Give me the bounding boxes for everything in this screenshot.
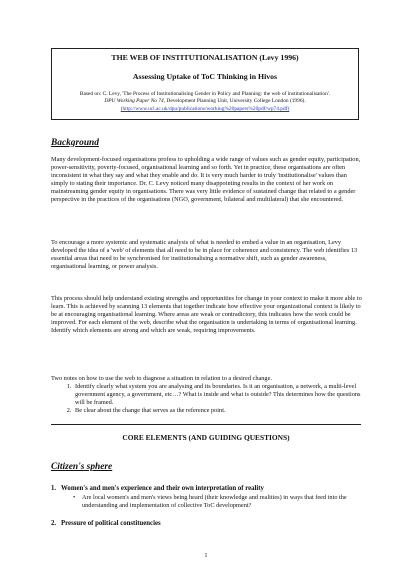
core-item-1 <box>51 484 363 493</box>
paragraph-text: Many development-focused organisations profess to upholding a wide range of values such as gender equity, participation, power-sensitivity, poverty-focused, organisational learning and so forth. Yet in practice, these organisations are often inconsistent in what they say and what they enable and do. It is very much harder to truly 'institutionalise' values than simply to stating their importance. Dr. C. Levy noticed many disappointing results in the context of her work on mainstreaming gender equity in organisations. There was very little evidence of sustained change that related to a gender perspective in the practices of the organisations (NGO, government, bilateral and multilateral) that she encountered. <box>51 156 361 203</box>
item-title: Pressure of political constituencies <box>61 520 161 527</box>
item-title: Women's and men's experience and their own interpretation of reality <box>61 485 264 492</box>
background-heading: Background <box>51 138 99 148</box>
document-title: THE WEB OF INSTITUTIONALISATION (Levy 1996) <box>111 53 299 62</box>
howto-item: 2. Be clear about the change that serves as the reference point. <box>73 407 363 415</box>
core-elements-title: CORE ELEMENTS (AND GUIDING QUESTIONS) <box>122 433 290 442</box>
item-number: 2. <box>51 520 57 527</box>
question-text: Are local women's and men's views being heard (their knowledge and realities) in ways that feed into the understanding and implementation of collective ToC development? <box>82 494 347 509</box>
divider-line <box>51 424 361 425</box>
document-subtitle: Assessing Uptake of ToC Thinking in Hivos <box>132 72 278 81</box>
citation-publisher: Development Planning Unit, University College London (1996). <box>165 98 306 105</box>
citation-working-paper: DPU Working Paper No 74, <box>104 98 166 105</box>
paragraph-text: To encourage a more systemic and systematic analysis of what is needed to embed a value in an organisation, Levy developed the idea of a 'web' of elements that all need to be in place for coherence and consistency. The web identifies 13 essential areas that need to be synchronised for institutionalising a normative shift, such as gender awareness, organisational learning, or power analysis. <box>51 239 358 270</box>
item-number: 1. <box>51 485 57 492</box>
core-item-1-question <box>73 494 363 510</box>
howto-section <box>51 375 363 415</box>
page-number: 1 <box>204 552 208 559</box>
background-paragraph-3 <box>51 295 363 335</box>
title-box <box>51 48 359 120</box>
citation <box>52 91 358 113</box>
howto-item: 1. Identify clearly what system you are analysing and its boundaries. Is it an organisation, a network, a multi-level government agency, a government, etc…? What is inside and what is outside? This determines how the questions will be framed. <box>73 383 363 407</box>
howto-list <box>51 383 363 415</box>
citizens-sphere-heading: Citizen's sphere <box>51 462 113 472</box>
bullet-icon: • <box>73 494 76 501</box>
paragraph-text: This process should help understand existing strengths and opportunities for change in your context to make it more able to learn. This is achieved by scanning 13 elements that together indicate how effective your organizational context is likely to be at encouraging organisational learning. Where areas are weak or contradictory, this indicates how the work could be improved. For each element of the web, describe what the organisation is undertaking in terms of organisational learning. Identify which elements are strong and which are weak, requiring improvements. <box>51 295 362 334</box>
core-item-2 <box>51 519 363 528</box>
howto-intro: Two notes on how to use the web to diagnose a situation in relation to a desired change. <box>51 375 272 382</box>
citation-link[interactable]: (http://www.ucl.ac.uk/dpu/publications/working%20papers%20pdf/wp74.pdf) <box>120 105 290 112</box>
background-paragraph-2 <box>51 239 363 271</box>
citation-text: Based on: C. Levy, 'The Process of Institutionalising Gender in Policy and Planning: the web of institutionalisation'. <box>79 91 331 97</box>
background-paragraph-1 <box>51 156 363 204</box>
